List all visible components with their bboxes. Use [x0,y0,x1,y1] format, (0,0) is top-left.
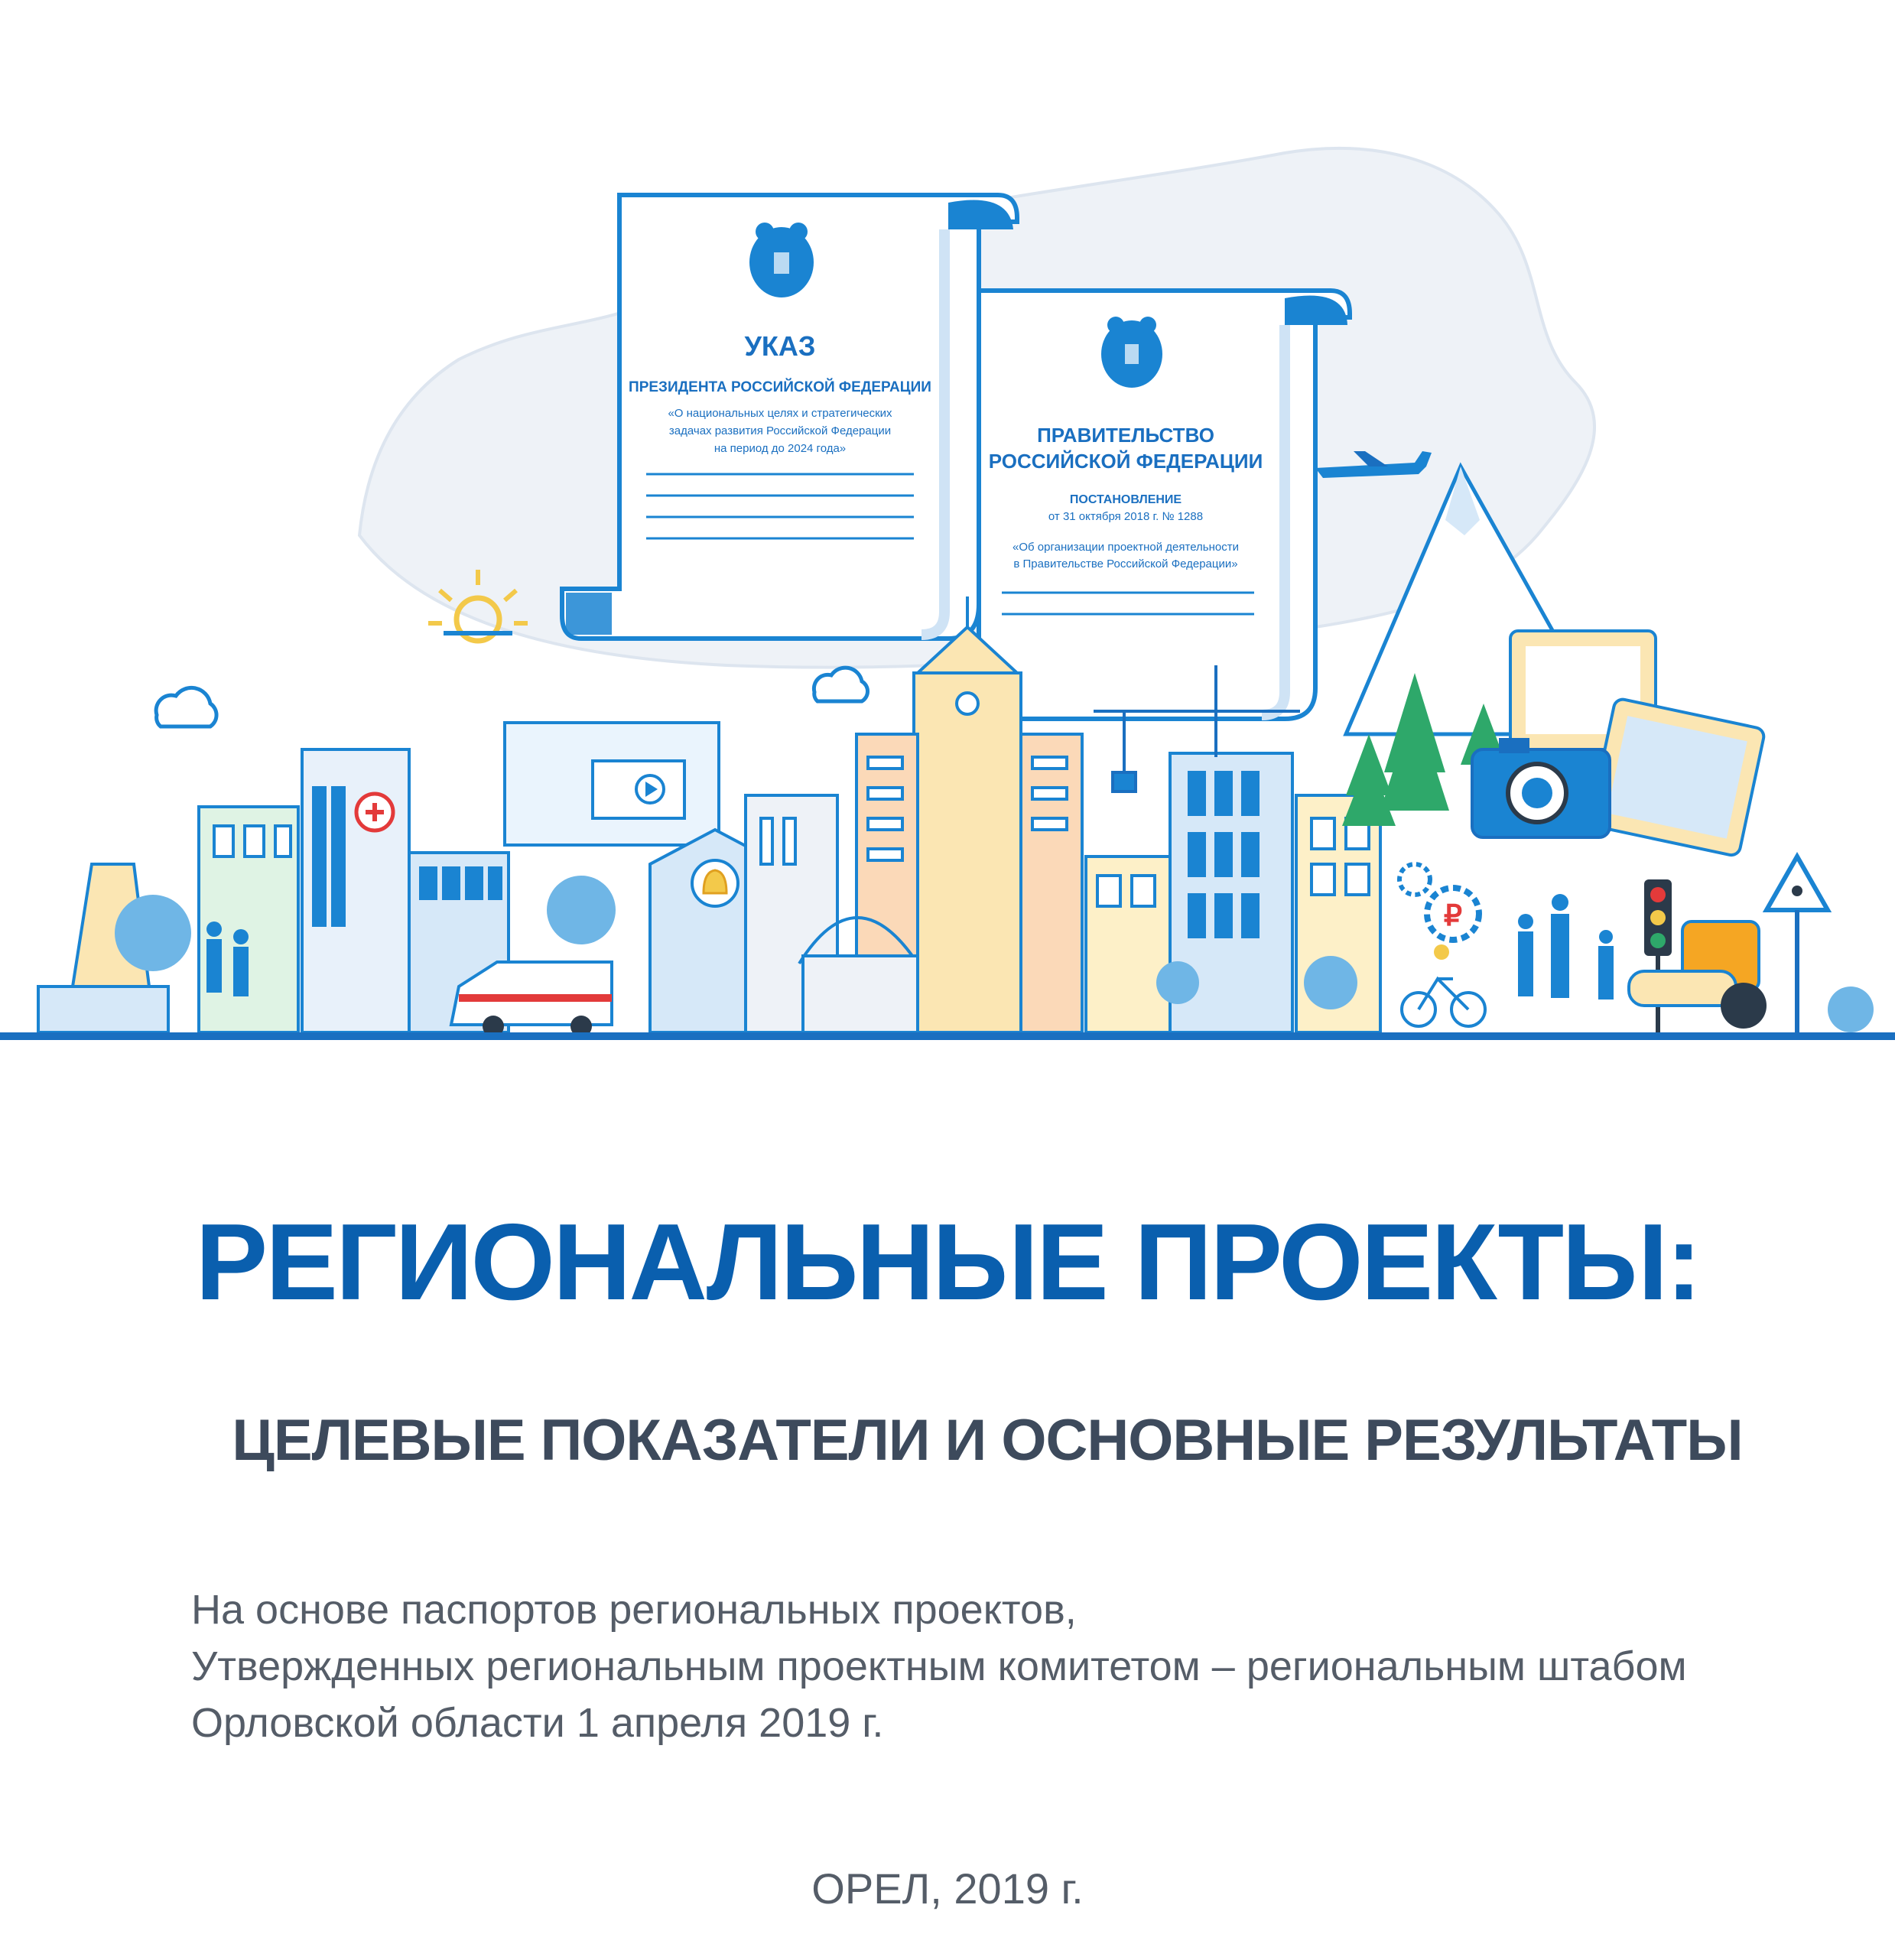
resolution-subject-line-2: в Правительстве Российской Федерации» [1013,557,1238,570]
page-subtitle: ЦЕЛЕВЫЕ ПОКАЗАТЕЛИ И ОСНОВНЫЕ РЕЗУЛЬТАТЫ [232,1408,1743,1473]
resolution-document [975,291,1350,719]
coat-of-arms-icon [749,223,814,297]
decree-subject-line-2: задачах развития Российской Федерации [668,424,892,437]
basis-line-2: Утвержденных региональным проектным комитетом – региональным штабом [191,1643,1687,1689]
medical-cross-icon [356,794,393,830]
ruble-gear-icon [1399,864,1479,940]
resolution-doc-date: от 31 октября 2018 г. № 1288 [1048,510,1204,523]
decree-document [562,195,1017,639]
page-title: РЕГИОНАЛЬНЫЕ ПРОЕКТЫ: [195,1201,1700,1323]
resolution-issuer-line-2: РОССИЙСКОЙ ФЕДЕРАЦИИ [988,450,1263,473]
resolution-doc-type: ПОСТАНОВЛЕНИЕ [1069,493,1182,506]
resolution-subject-line-1: «Об организации проектной деятельности [1013,541,1239,554]
ground-line [0,1032,1895,1040]
bell-icon [692,860,738,906]
cloud-icon [156,668,867,726]
basis-note [191,1581,1687,1751]
decree-issuer: ПРЕЗИДЕНТА РОССИЙСКОЙ ФЕДЕРАЦИИ [629,379,931,395]
coat-of-arms-icon [1101,317,1162,388]
decree-subject-line-3: на период до 2024 года» [713,442,847,455]
camera-icon [1472,738,1610,837]
cyclist [1402,944,1485,1026]
basis-line-1: На основе паспортов региональных проектов, [191,1587,1077,1633]
resolution-issuer-line-1: ПРАВИТЕЛЬСТВО [1037,424,1214,447]
decree-heading: УКАЗ [744,330,816,362]
basis-line-3: Орловской области 1 апреля 2019 г. [191,1700,884,1746]
road-work-sign-icon [1767,856,1828,1032]
play-icon [636,775,664,803]
svg-text:₽: ₽ [1443,900,1463,932]
decree-subject-line-1: «О национальных целях и стратегических [668,407,892,420]
traffic-light-icon [1644,879,1672,1032]
footer-place-year: ОРЕЛ, 2019 г. [811,1864,1084,1913]
